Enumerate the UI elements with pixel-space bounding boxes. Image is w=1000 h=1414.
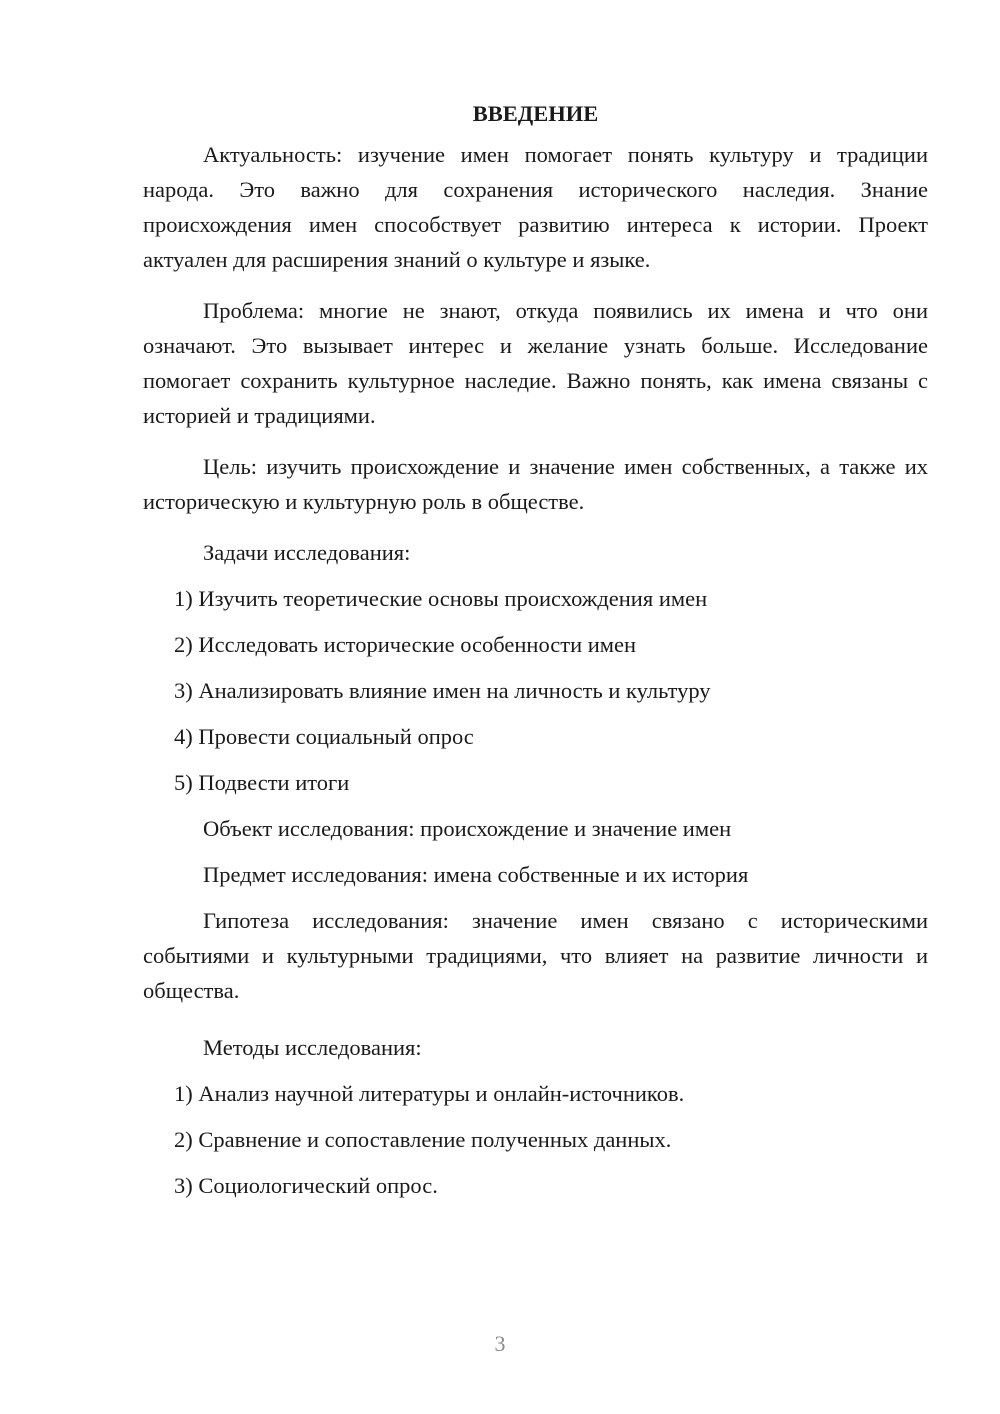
- problem-paragraph: Проблема: многие не знают, откуда появились их имена и что они означают. Это вызывает интерес и желание узнать больше. Исследование помогает сохранить культурное наследие. Важно понять, как имена связаны с историей и традициями.: [143, 298, 928, 428]
- tasks-title: Задачи исследования:: [203, 540, 411, 565]
- page-number: 3: [494, 1331, 506, 1356]
- tasks-list: [143, 581, 928, 800]
- research-object: Объект исследования: происхождение и значение имен: [203, 816, 732, 841]
- methods-title: Методы исследования:: [203, 1035, 422, 1060]
- section-heading: ВВЕДЕНИЕ: [472, 101, 599, 126]
- relevance-paragraph: Актуальность: изучение имен помогает понять культуру и традиции народа. Это важно для сохранения исторического наследия. Знание происхождения имен способствует развитию интереса к истории. Проект актуален для расширения знаний о культуре и языке.: [143, 142, 928, 272]
- method-item-1: 1) Анализ научной литературы и онлайн-источников.: [174, 1081, 685, 1106]
- methods-list: [143, 1076, 928, 1203]
- task-item-5: 5) Подвести итоги: [174, 770, 350, 795]
- task-item-3: 3) Анализировать влияние имен на личность и культуру: [174, 678, 711, 703]
- research-subject: Предмет исследования: имена собственные и их история: [203, 862, 749, 887]
- method-item-3: 3) Социологический опрос.: [174, 1173, 438, 1198]
- hypothesis-paragraph: Гипотеза исследования: значение имен связано с историческими событиями и культурными традициями, что влияет на развитие личности и общества.: [143, 908, 928, 1003]
- task-item-4: 4) Провести социальный опрос: [174, 724, 474, 749]
- method-item-2: 2) Сравнение и сопоставление полученных данных.: [174, 1127, 672, 1152]
- task-item-2: 2) Исследовать исторические особенности имен: [174, 632, 637, 657]
- task-item-1: 1) Изучить теоретические основы происхождения имен: [174, 586, 708, 611]
- goal-paragraph: Цель: изучить происхождение и значение имен собственных, а также их историческую и культурную роль в обществе.: [143, 454, 928, 514]
- document-page: [143, 96, 928, 1214]
